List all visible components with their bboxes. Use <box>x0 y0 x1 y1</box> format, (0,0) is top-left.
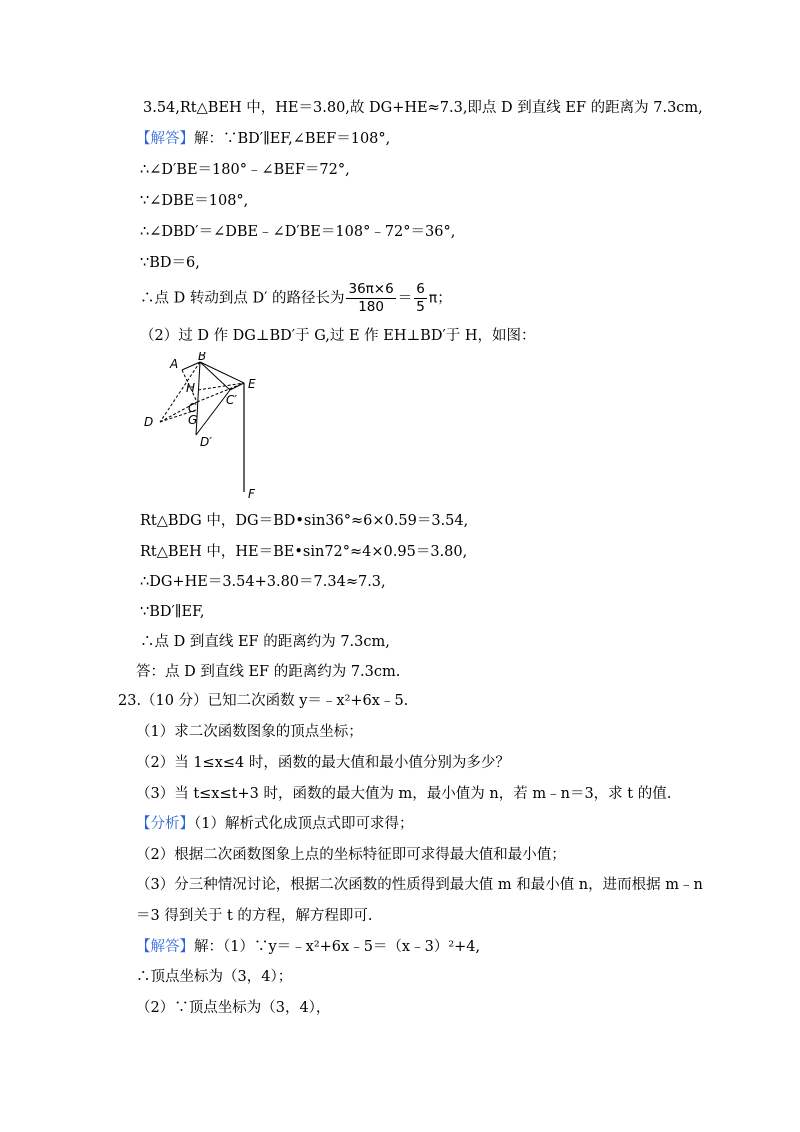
geometry-figure <box>140 352 270 500</box>
segment-C-prime-E <box>230 383 244 390</box>
segment-BE <box>200 362 244 383</box>
text-line: （2）根据二次函数图象上点的坐标特征即可求得最大值和最小值； <box>136 847 566 863</box>
text-line: 3.54,Rt△BEH 中，HE＝3.80,故 DG+HE≈7.3,即点 D 到直线 EF 的距离为 7.3cm, <box>143 100 703 116</box>
fraction-arc-length: $\frac{36\pi\times 6}{180}$ <box>348 281 394 315</box>
label-D: D <box>144 415 154 429</box>
analysis-tag: 【分析】 <box>136 816 194 832</box>
text-line: ∴DG+HE＝3.54+3.80＝7.34≈7.3, <box>140 574 386 590</box>
label-F: F <box>248 487 255 500</box>
label-C-prime: C′ <box>226 393 238 407</box>
text-line: ∵BD＝6, <box>140 255 200 271</box>
question-title: 23.（10 分）已知二次函数 y＝﹣x²+6x﹣5. <box>118 693 409 709</box>
text-line: ∴点 D 到直线 EF 的距离约为 7.3cm, <box>140 634 390 650</box>
text-line: 【解答】解：（1）∵y＝﹣x²+6x﹣5＝（x﹣3）²+4, <box>136 939 481 955</box>
text-line: （2）当 1≤x≤4 时，函数的最大值和最小值分别为多少？ <box>136 755 510 771</box>
label-A: A <box>170 357 179 371</box>
label-H: H <box>186 381 196 395</box>
text-line: ＝3 得到关于 t 的方程，解方程即可. <box>136 908 373 924</box>
text-line: ∴∠D′BE＝180°﹣∠BEF＝72°, <box>140 162 350 178</box>
text-line: 答：点 D 到直线 EF 的距离约为 7.3cm. <box>136 664 401 680</box>
label-G: G <box>188 413 198 427</box>
segment-AB <box>182 362 200 370</box>
text-line: 【分析】（1）解析式化成顶点式即可求得； <box>136 816 414 832</box>
text-line: ∵BD′∥EF, <box>140 604 205 620</box>
text-line: （2）∵顶点坐标为（3，4）， <box>136 1000 331 1016</box>
label-D-prime: D′ <box>200 435 212 449</box>
label-B: B <box>198 352 207 363</box>
text-line: 【解答】解：∵BD′∥EF,∠BEF＝108°, <box>136 131 391 147</box>
answer-tag: 【解答】 <box>136 939 194 955</box>
text-line: ∴∠DBD′＝∠DBE﹣∠D′BE＝108°﹣72°＝36°, <box>140 224 456 240</box>
text-line: （3）当 t≤x≤t+3 时，函数的最大值为 m，最小值为 n，若 m﹣n＝3，求 t 的值. <box>136 786 672 802</box>
text-line: （2）过 D 作 DG⊥BD′于 G,过 E 作 EH⊥BD′于 H，如图： <box>140 328 536 344</box>
text-line: （3）分三种情况讨论，根据二次函数的性质得到最大值 m 和最小值 n，进而根据 m﹣n <box>136 877 703 893</box>
text-line: Rt△BDG 中，DG＝BD•sin36°≈6×0.59＝3.54, <box>140 513 469 529</box>
answer-tag: 【解答】 <box>136 131 194 147</box>
text-line: Rt△BEH 中，HE＝BE•sin72°≈4×0.95＝3.80, <box>140 544 468 560</box>
label-C: C <box>188 401 197 415</box>
fraction-result: $\frac{6}{5}$ <box>416 281 425 315</box>
label-E: E <box>248 377 256 391</box>
text-line: （1）求二次函数图象的顶点坐标； <box>136 724 363 740</box>
text-line: ∴顶点坐标为（3，4）； <box>136 969 293 985</box>
text-line: ∵∠DBE＝108°, <box>140 193 249 209</box>
segment-C-prime-D-prime <box>196 390 230 435</box>
text-line-fraction: ∴点 D 转动到点 D′ 的路径长为 $\frac{36\pi\times 6}{180}$ ＝ $\frac{6}{5}$ π； <box>140 281 452 315</box>
